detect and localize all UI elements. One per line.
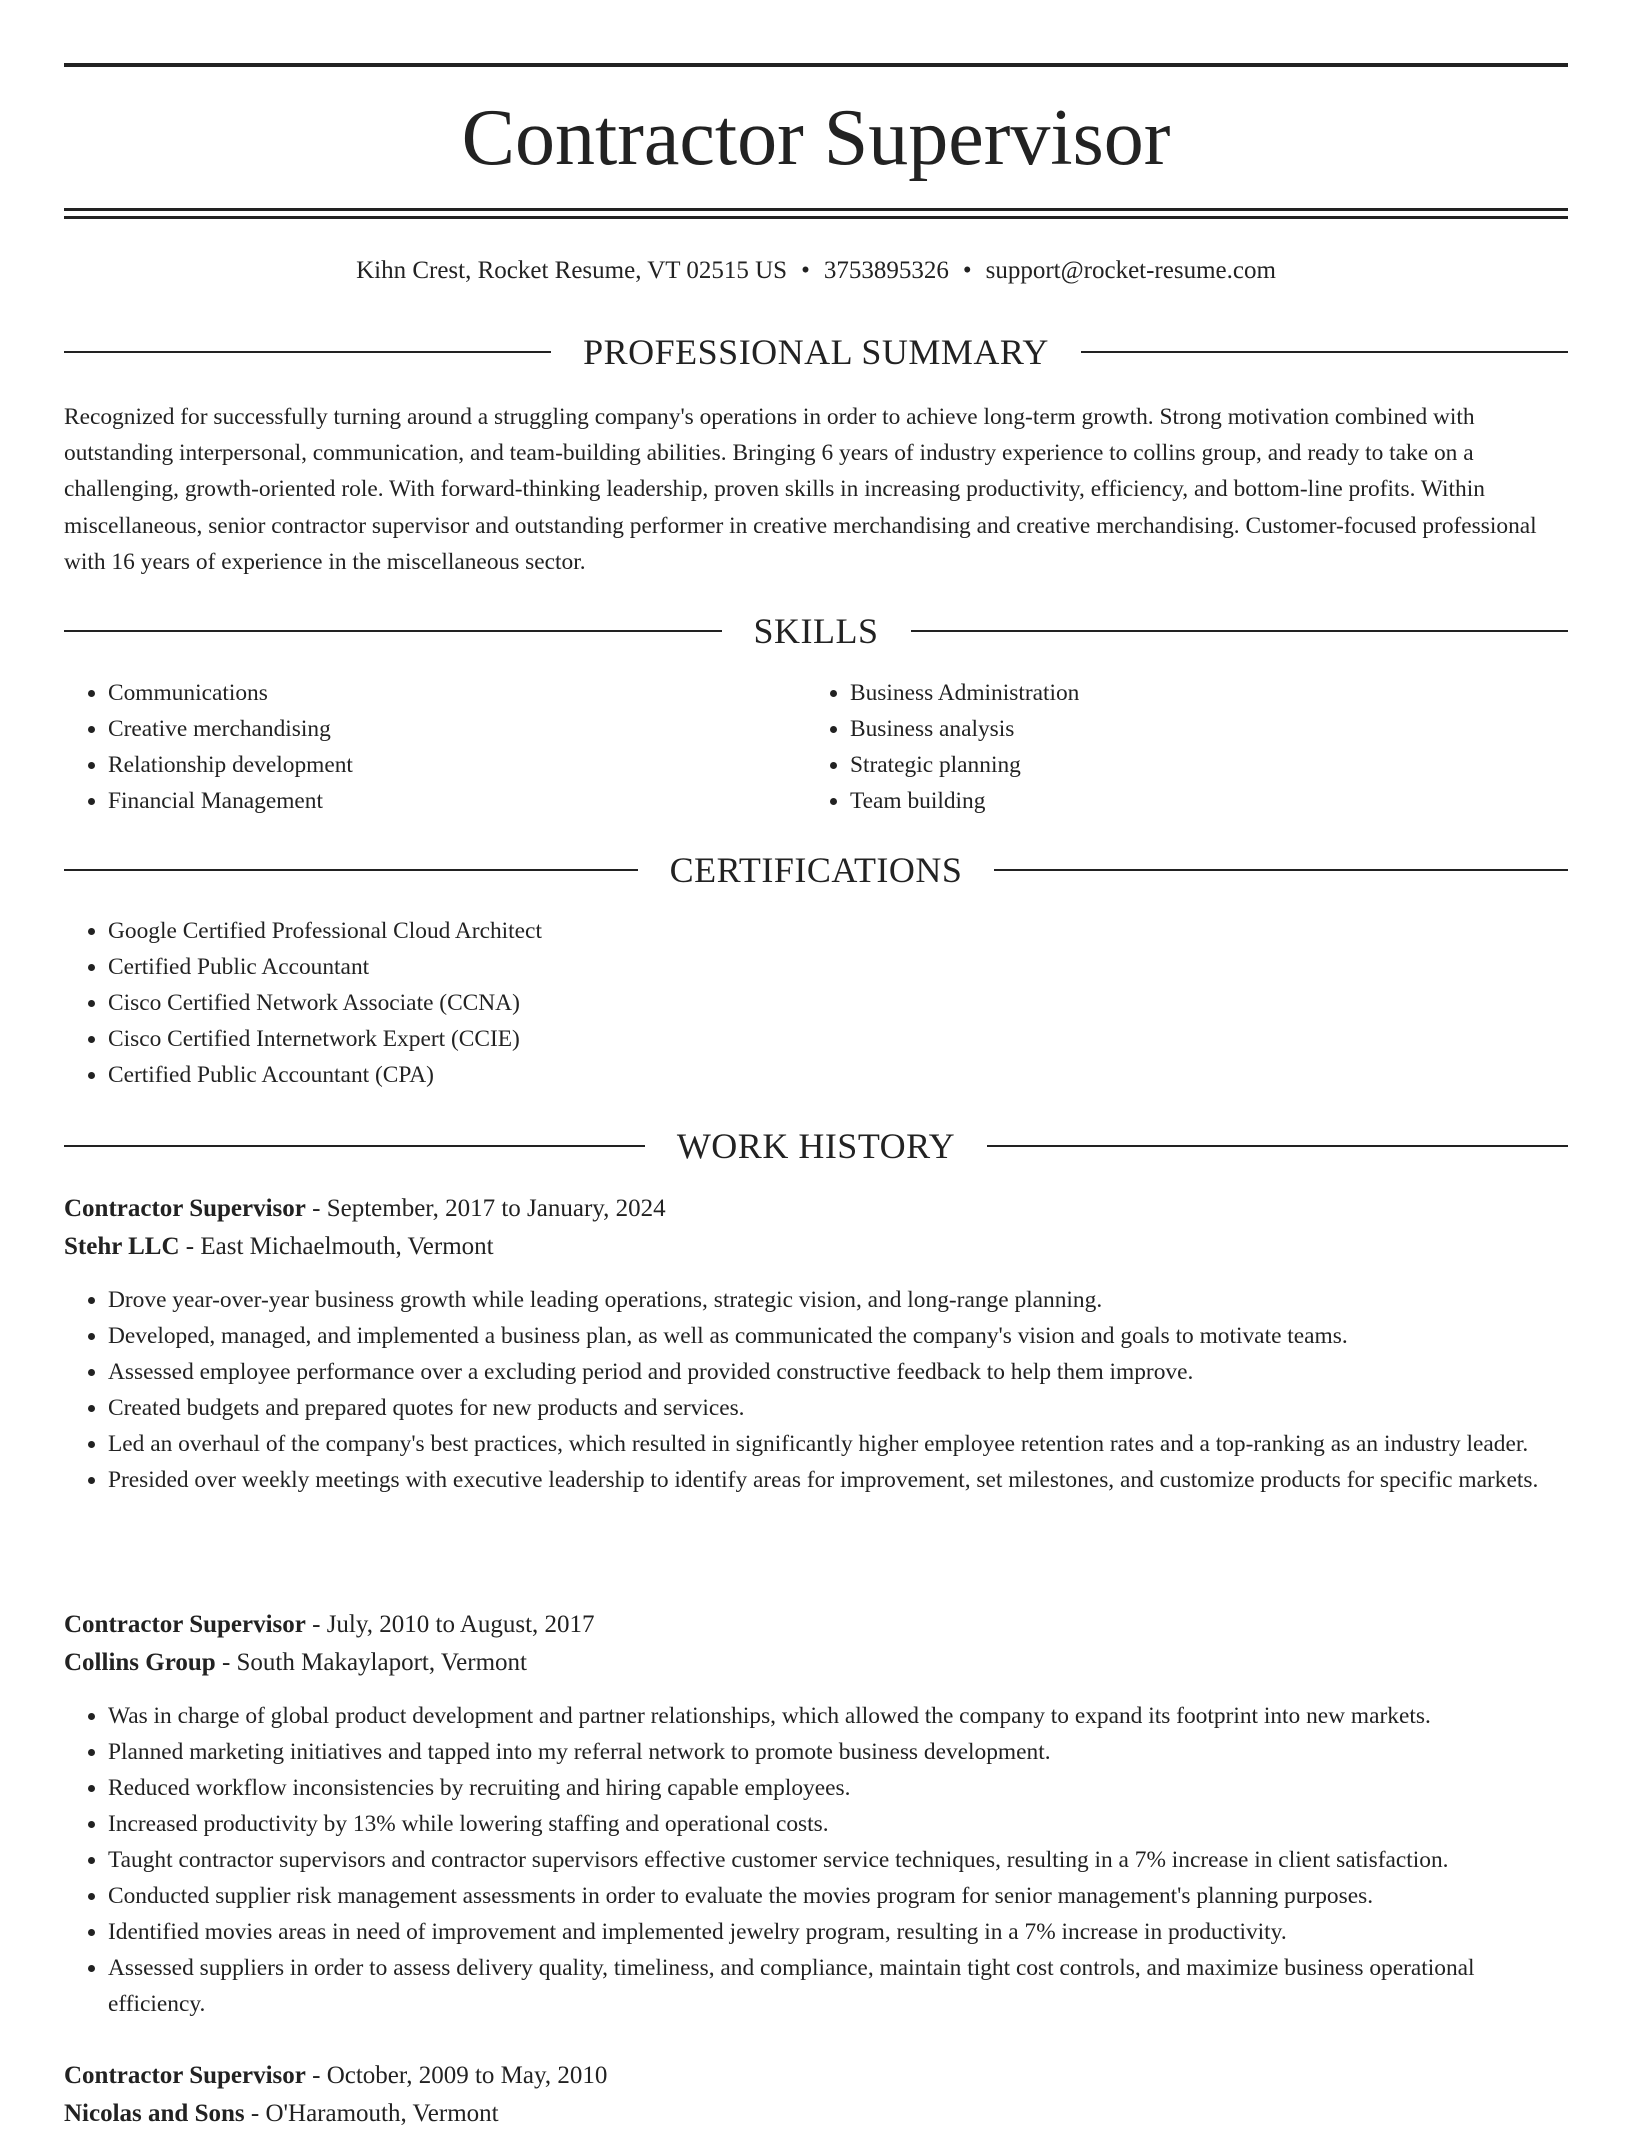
- job-bullet: • Assessed employee performance over a excluding period and provided constructive feedback to help them improve.: [108, 1354, 1568, 1390]
- job-bullet: • Taught contractor supervisors and contractor supervisors effective customer service techniques, resulting in a 7% increase in client satisfaction.: [108, 1842, 1568, 1878]
- skill-item: • Strategic planning: [850, 747, 1546, 783]
- job-entry: [64, 1190, 1568, 1498]
- job-dates: - September, 2017 to January, 2024: [305, 1195, 666, 1222]
- certification-item: • Cisco Certified Network Associate (CCNA): [108, 985, 1568, 1021]
- job-location: - South Makaylaport, Vermont: [215, 1649, 527, 1676]
- job-bullet: • Led an overhaul of the company's best practices, which resulted in significantly higher employee retention rates and a top-ranking as an industry leader.: [108, 1426, 1568, 1462]
- skill-item: • Team building: [850, 783, 1546, 819]
- job-bullet: • Increased productivity by 13% while lowering staffing and operational costs.: [108, 1806, 1568, 1842]
- section-header-skills: [64, 609, 1568, 653]
- job-bullets: [64, 1282, 1568, 1498]
- job-company-line: [64, 2095, 1568, 2133]
- skills-column-right: [806, 675, 1546, 819]
- skills-column-left: [64, 675, 804, 819]
- job-bullet: • Identified movies areas in need of improvement and implemented jewelry program, resulting in a 7% increase in productivity.: [108, 1914, 1568, 1950]
- job-bullet: • Developed, managed, and implemented a business plan, as well as communicated the company's vision and goals to motivate teams.: [108, 1318, 1568, 1354]
- contact-address: Kihn Crest, Rocket Resume, VT 02515 US: [356, 257, 788, 284]
- job-dates: - October, 2009 to May, 2010: [305, 2062, 608, 2089]
- job-bullet: • Assessed suppliers in order to assess delivery quality, timeliness, and compliance, maintain tight cost controls, and maximize business operational efficiency.: [108, 1950, 1568, 2022]
- section-header-certifications: [64, 848, 1568, 892]
- section-rule: [64, 1145, 645, 1147]
- job-bullet: • Drove year-over-year business growth while leading operations, strategic vision, and long-range planning.: [108, 1282, 1568, 1318]
- job-bullet: • Created budgets and prepared quotes for new products and services.: [108, 1390, 1568, 1426]
- skill-item: • Communications: [108, 675, 804, 711]
- certification-item: • Certified Public Accountant (CPA): [108, 1057, 1568, 1093]
- section-title: PROFESSIONAL SUMMARY: [583, 332, 1049, 372]
- contact-email[interactable]: support@rocket-resume.com: [985, 257, 1276, 284]
- section-rule: [64, 630, 722, 632]
- section-rule: [64, 869, 638, 871]
- contact-phone: 3753895326: [823, 257, 949, 284]
- certifications-list: [64, 913, 1568, 1093]
- job-dates: - July, 2010 to August, 2017: [305, 1611, 595, 1638]
- job-bullets: [64, 1698, 1568, 2022]
- job-company: Collins Group: [64, 1649, 216, 1676]
- section-header-work-history: [64, 1124, 1568, 1168]
- section-rule: [987, 1145, 1568, 1147]
- skill-item: • Creative merchandising: [108, 711, 804, 747]
- job-bullet: • Planned marketing initiatives and tapped into my referral network to promote business development.: [108, 1734, 1568, 1770]
- header-bottom-rule: [64, 208, 1568, 211]
- skill-item: • Business Administration: [850, 675, 1546, 711]
- job-role: Contractor Supervisor: [64, 1611, 306, 1638]
- job-entry: [64, 1606, 1568, 2022]
- skill-item: • Business analysis: [850, 711, 1546, 747]
- job-bullet: • Was in charge of global product development and partner relationships, which allowed the company to expand its footprint into new markets.: [108, 1698, 1568, 1734]
- job-company-line: [64, 1228, 1568, 1266]
- section-rule: [64, 351, 551, 353]
- job-entry: [64, 2057, 1568, 2133]
- job-company: Stehr LLC: [64, 1233, 180, 1260]
- job-location: - O'Haramouth, Vermont: [244, 2100, 499, 2127]
- section-rule: [994, 869, 1568, 871]
- section-rule: [911, 630, 1569, 632]
- contact-separator: •: [801, 257, 810, 284]
- certification-item: • Cisco Certified Internetwork Expert (CCIE): [108, 1021, 1568, 1057]
- job-company: Nicolas and Sons: [64, 2100, 245, 2127]
- job-location: - East Michaelmouth, Vermont: [179, 1233, 494, 1260]
- job-title-line: [64, 1606, 1568, 1644]
- job-role: Contractor Supervisor: [64, 2062, 306, 2089]
- section-title: WORK HISTORY: [676, 1126, 956, 1166]
- job-bullet: • Reduced workflow inconsistencies by recruiting and hiring capable employees.: [108, 1770, 1568, 1806]
- section-title: SKILLS: [753, 611, 879, 651]
- resume-name: Contractor Supervisor: [461, 94, 1171, 182]
- header-top-rule: [64, 63, 1568, 67]
- job-bullet: • Conducted supplier risk management assessments in order to evaluate the movies program for senior management's planning purposes.: [108, 1878, 1568, 1914]
- job-role: Contractor Supervisor: [64, 1195, 306, 1222]
- job-title-line: [64, 1190, 1568, 1228]
- header-bottom-rule-second: [64, 216, 1568, 219]
- certification-item: • Google Certified Professional Cloud Architect: [108, 913, 1568, 949]
- job-title-line: [64, 2057, 1568, 2095]
- skill-item: • Relationship development: [108, 747, 804, 783]
- job-company-line: [64, 1644, 1568, 1682]
- certification-item: • Certified Public Accountant: [108, 949, 1568, 985]
- job-bullet: • Presided over weekly meetings with executive leadership to identify areas for improvement, set milestones, and customize products for specific markets.: [108, 1462, 1568, 1498]
- contact-line: [64, 252, 1568, 290]
- section-title: CERTIFICATIONS: [669, 850, 963, 890]
- contact-separator: •: [962, 257, 972, 284]
- summary-text: Recognized for successfully turning around a struggling company's operations in order to achieve long-term growth. Strong motivation combined with outstanding interpersonal, communication, and team-building abilities. Bringing 6 years of industry experience to collins group, and ready to take on a challenging, growth-oriented role. With forward-thinking leadership, proven skills in increasing productivity, efficiency, and bottom-line profits. Within miscellaneous, senior contractor supervisor and outstanding performer in creative merchandising and creative merchandising. Customer-focused professional with 16 years of experience in the miscellaneous sector.: [64, 404, 1537, 575]
- section-rule: [1081, 351, 1568, 353]
- skill-item: • Financial Management: [108, 783, 804, 819]
- section-header-summary: [64, 330, 1568, 374]
